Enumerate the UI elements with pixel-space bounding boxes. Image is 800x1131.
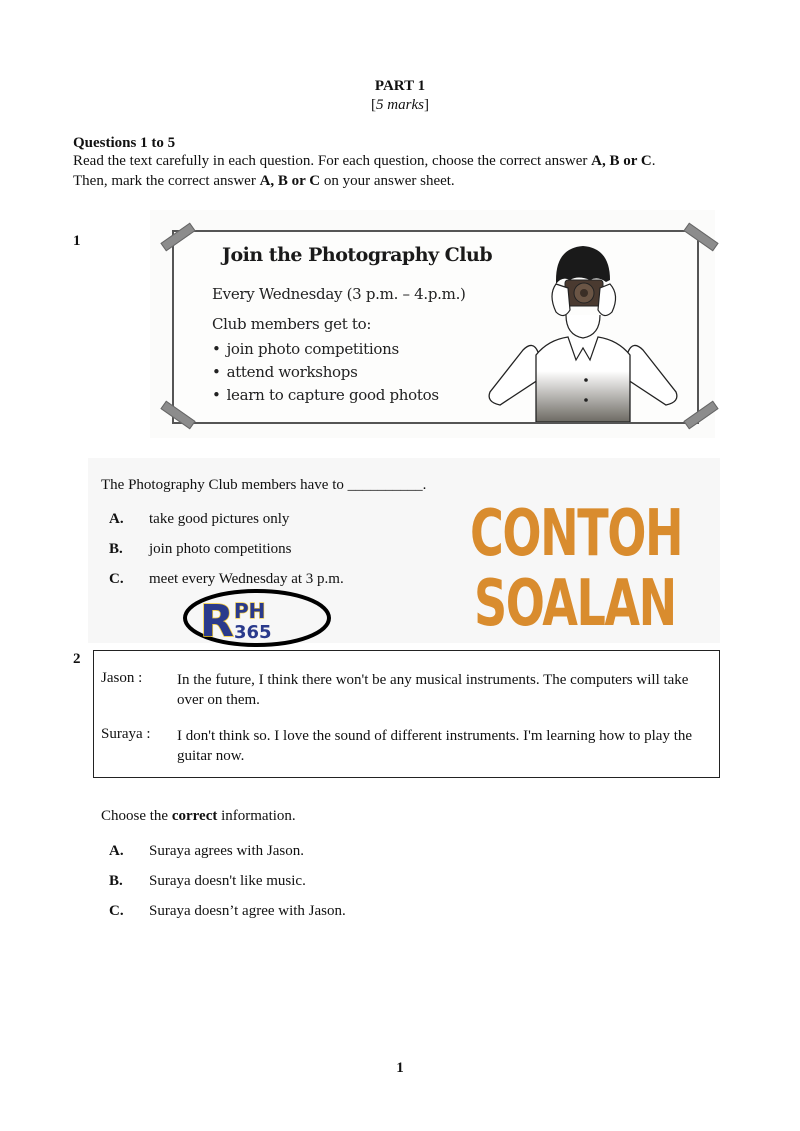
left-arm	[489, 345, 538, 422]
marks-open: [	[371, 97, 377, 113]
poster-schedule: Every Wednesday (3 p.m. – 4.p.m.)	[212, 285, 466, 303]
option-a[interactable]	[109, 511, 290, 528]
marks-text: 5 marks	[376, 97, 424, 113]
poster-bullet: • learn to capture good photos	[212, 386, 439, 409]
question-2-stem	[101, 808, 296, 825]
speaker-jason: Jason :	[101, 670, 143, 686]
camera-lens-center	[580, 289, 588, 297]
poster-title: Join the Photography Club	[222, 244, 493, 266]
option-letter: A.	[109, 511, 124, 527]
instruction-text: .	[651, 153, 656, 169]
option-a[interactable]	[109, 843, 304, 860]
button	[584, 378, 588, 382]
poster-bullet: • join photo competitions	[212, 340, 439, 363]
instruction-line-1	[73, 153, 655, 170]
option-text: join photo competitions	[149, 541, 292, 557]
page-number: 1	[396, 1060, 404, 1076]
question-number: 1	[73, 233, 81, 249]
option-text: take good pictures only	[149, 511, 290, 527]
option-text: Suraya doesn't like music.	[149, 873, 306, 889]
poster-benefits-list	[212, 340, 439, 409]
option-letter: A.	[109, 843, 124, 859]
watermark-soalan: SOALAN	[474, 567, 676, 641]
question-1-stem: The Photography Club members have to __________.	[101, 477, 427, 493]
marks-close: ]	[423, 97, 429, 113]
speech-jason: In the future, I think there won't be any musical instruments. The computers will take over on them.	[177, 672, 689, 708]
option-c[interactable]	[109, 903, 346, 920]
stem-emphasis: correct	[171, 808, 218, 824]
logo-365: 365	[234, 622, 272, 643]
instruction-text: Then, mark the correct answer	[73, 173, 260, 189]
watermark-contoh: CONTOH	[470, 497, 683, 571]
chin	[566, 315, 600, 338]
left-hand	[552, 284, 570, 316]
shirt	[536, 337, 630, 422]
button	[584, 398, 588, 402]
option-letter: B.	[109, 873, 123, 889]
instruction-line-2	[73, 173, 455, 190]
option-text: Suraya doesn’t agree with Jason.	[149, 903, 346, 919]
option-letter: C.	[109, 571, 124, 587]
hair	[556, 246, 610, 284]
option-b[interactable]	[109, 873, 306, 890]
option-text: meet every Wednesday at 3 p.m.	[149, 571, 344, 587]
instruction-options: A, B or C	[591, 153, 652, 169]
logo-letter: R	[200, 596, 234, 647]
instruction-text: on your answer sheet.	[320, 173, 455, 189]
stem-text: Choose the	[101, 808, 172, 824]
photographer-illustration	[478, 240, 688, 422]
instruction-options: A, B or C	[259, 173, 321, 189]
logo-ph: PH	[234, 599, 266, 623]
speech-suraya: I don't think so. I love the sound of different instruments. I'm learning how to play the guitar now.	[177, 728, 693, 764]
speaker-suraya: Suraya :	[101, 726, 151, 742]
option-letter: B.	[109, 541, 123, 557]
poster-intro: Club members get to:	[212, 315, 372, 333]
option-text: Suraya agrees with Jason.	[149, 843, 304, 859]
poster-bullet: • attend workshops	[212, 363, 439, 386]
stem-text: information.	[217, 808, 296, 824]
option-letter: C.	[109, 903, 124, 919]
option-b[interactable]	[109, 541, 292, 558]
option-c[interactable]	[109, 571, 344, 588]
marks-label	[0, 97, 800, 114]
part-title: PART 1	[374, 78, 426, 94]
right-hand	[598, 284, 616, 316]
questions-heading: Questions 1 to 5	[73, 135, 176, 151]
right-arm	[628, 345, 677, 422]
question-number: 2	[73, 651, 81, 667]
rph365-logo	[182, 588, 332, 648]
instruction-text: Read the text carefully in each question. For each question, choose the correct answer	[73, 153, 592, 169]
